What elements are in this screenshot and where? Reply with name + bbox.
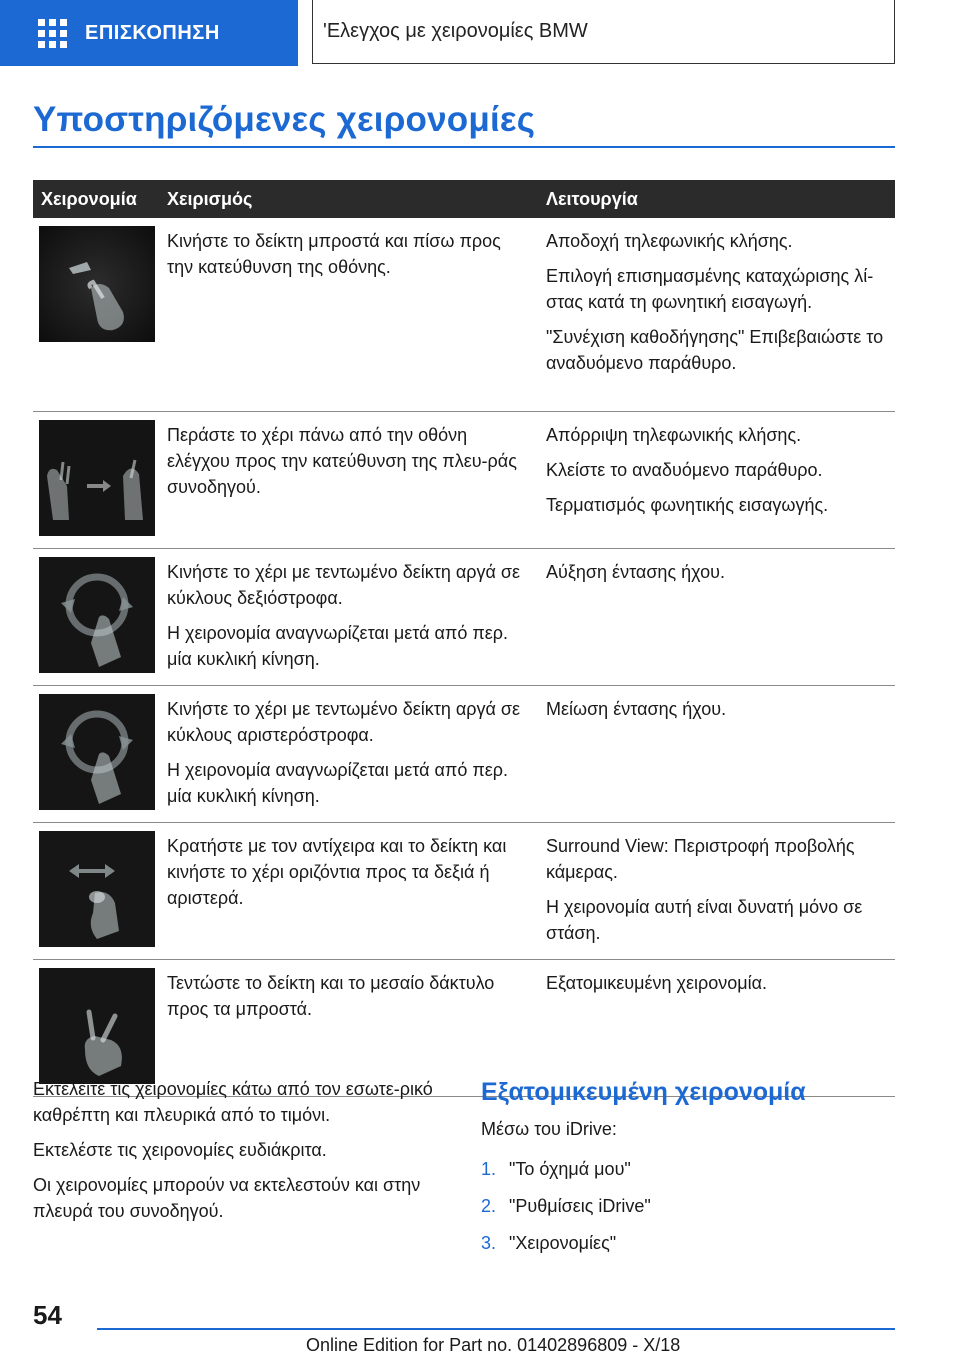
- table-row: [33, 822, 895, 959]
- swipe-forward-gesture-icon: [39, 226, 155, 342]
- note-text: Εκτελείτε τις χειρονομίες κάτω από τον εσωτε-ρικό καθρέπτη και πλευρικά από το τιμόνι.: [33, 1079, 433, 1125]
- handling-text: Η χειρονομία αναγνωρίζεται μετά από περ. μία κυκλική κίνηση.: [167, 622, 509, 669]
- list-item: [481, 1230, 895, 1256]
- handling-cell: [159, 548, 538, 685]
- list-item: [481, 1156, 895, 1182]
- step-number: 3.: [481, 1233, 497, 1253]
- function-cell: [538, 685, 895, 822]
- list-item: [481, 1193, 895, 1219]
- table-row: [33, 411, 895, 548]
- circle-counterclockwise-gesture-icon: [39, 694, 155, 810]
- function-text: Surround View: Περιστροφή προβολής κάμερας.: [546, 835, 855, 882]
- function-text: Κλείστε το αναδυόμενο παράθυρο.: [546, 459, 823, 480]
- handling-text: Κινήστε το χέρι με τεντωμένο δείκτη αργά σε κύκλους δεξιόστροφα.: [167, 561, 521, 608]
- handling-text: Περάστε το χέρι πάνω από την οθόνη ελέγχου προς την κατεύθυνση της πλευ-ράς συνοδηγού.: [167, 424, 517, 497]
- footer-edition-text: Online Edition for Part no. 01402896809 - X/18: [306, 1335, 681, 1355]
- function-cell: [538, 218, 895, 411]
- function-text: Η χειρονομία αυτή είναι δυνατή μόνο σε στάση.: [546, 896, 863, 943]
- function-text: Απόρριψη τηλεφωνικής κλήσης.: [546, 424, 802, 445]
- gesture-image-cell: [33, 822, 159, 959]
- function-text: "Συνέχιση καθοδήγησης" Επιβεβαιώστε το αναδυόμενο παράθυρο.: [546, 327, 884, 373]
- function-text: Εξατομικευμένη χειρονομία.: [546, 972, 768, 993]
- table-row: [33, 548, 895, 685]
- page-number: 54: [33, 1300, 62, 1330]
- function-text: Επιλογή επισημασμένης καταχώρισης λί-στας κατά τη φωνητική εισαγωγή.: [546, 266, 874, 312]
- column-header-gesture: Χειρονομία: [33, 180, 159, 218]
- section-intro: Μέσω του iDrive:: [481, 1119, 617, 1139]
- steps-list: [481, 1156, 895, 1256]
- gesture-notes: [33, 1076, 448, 1233]
- title-divider: [33, 146, 895, 148]
- step-text: "Ρυθμίσεις iDrive": [509, 1196, 651, 1216]
- column-header-function: Λειτουργία: [538, 180, 895, 218]
- handling-cell: [159, 822, 538, 959]
- overview-label: ΕΠΙΣΚΟΠΗΣΗ: [85, 21, 220, 44]
- overview-button[interactable]: [0, 0, 298, 66]
- grid-icon: [38, 19, 67, 48]
- section-title: Εξατομικευμένη χειρονομία: [481, 1078, 806, 1106]
- gestures-table: [33, 180, 895, 1097]
- top-bar: [0, 0, 960, 66]
- gesture-image-cell: [33, 411, 159, 548]
- gesture-image-cell: [33, 548, 159, 685]
- gesture-image-cell: [33, 685, 159, 822]
- function-cell: [538, 822, 895, 959]
- function-text: Μείωση έντασης ήχου.: [546, 698, 727, 719]
- step-number: 1.: [481, 1159, 497, 1179]
- function-cell: [538, 411, 895, 548]
- breadcrumb[interactable]: 'Ελεγχος με χειρονομίες BMW: [312, 0, 895, 64]
- function-text: Τερματισμός φωνητικής εισαγωγής.: [546, 494, 829, 515]
- column-header-handling: Χειρισμός: [159, 180, 538, 218]
- handling-cell: [159, 685, 538, 822]
- table-header-row: [33, 180, 895, 218]
- function-cell: [538, 548, 895, 685]
- function-text: Αύξηση έντασης ήχου.: [546, 561, 725, 582]
- handling-text: Κινήστε το δείκτη μπροστά και πίσω προς την κατεύθυνση της οθόνης.: [167, 231, 501, 277]
- pinch-swipe-horizontal-gesture-icon: [39, 831, 155, 947]
- page-title: Υποστηριζόμενες χειρονομίες: [33, 100, 536, 139]
- handling-text: Τεντώστε το δείκτη και το μεσαίο δάκτυλο προς τα μπροστά.: [167, 972, 495, 1019]
- gesture-image-cell: [33, 218, 159, 411]
- note-text: Εκτελέστε τις χειρονομίες ευδιάκριτα.: [33, 1140, 327, 1160]
- handling-text: Η χειρονομία αναγνωρίζεται μετά από περ. μία κυκλική κίνηση.: [167, 759, 509, 806]
- two-fingers-forward-gesture-icon: [39, 968, 155, 1084]
- hand-swipe-right-gesture-icon: [39, 420, 155, 536]
- handling-cell: [159, 218, 538, 411]
- step-number: 2.: [481, 1196, 497, 1216]
- note-text: Οι χειρονομίες μπορούν να εκτελεστούν και στην πλευρά του συνοδηγού.: [33, 1175, 421, 1221]
- custom-gesture-section: [481, 1076, 895, 1267]
- footer-divider: [97, 1328, 895, 1330]
- step-text: "Χειρονομίες": [509, 1233, 617, 1253]
- step-text: "Το όχημά μου": [509, 1159, 631, 1179]
- handling-text: Κινήστε το χέρι με τεντωμένο δείκτη αργά σε κύκλους αριστερόστροφα.: [167, 698, 521, 745]
- handling-cell: [159, 411, 538, 548]
- circle-clockwise-gesture-icon: [39, 557, 155, 673]
- handling-text: Κρατήστε με τον αντίχειρα και το δείκτη και κινήστε το χέρι οριζόντια προς τα δεξιά ή αριστερά.: [167, 835, 507, 908]
- table-row: [33, 685, 895, 822]
- function-text: Αποδοχή τηλεφωνικής κλήσης.: [546, 231, 793, 251]
- table-row: [33, 218, 895, 411]
